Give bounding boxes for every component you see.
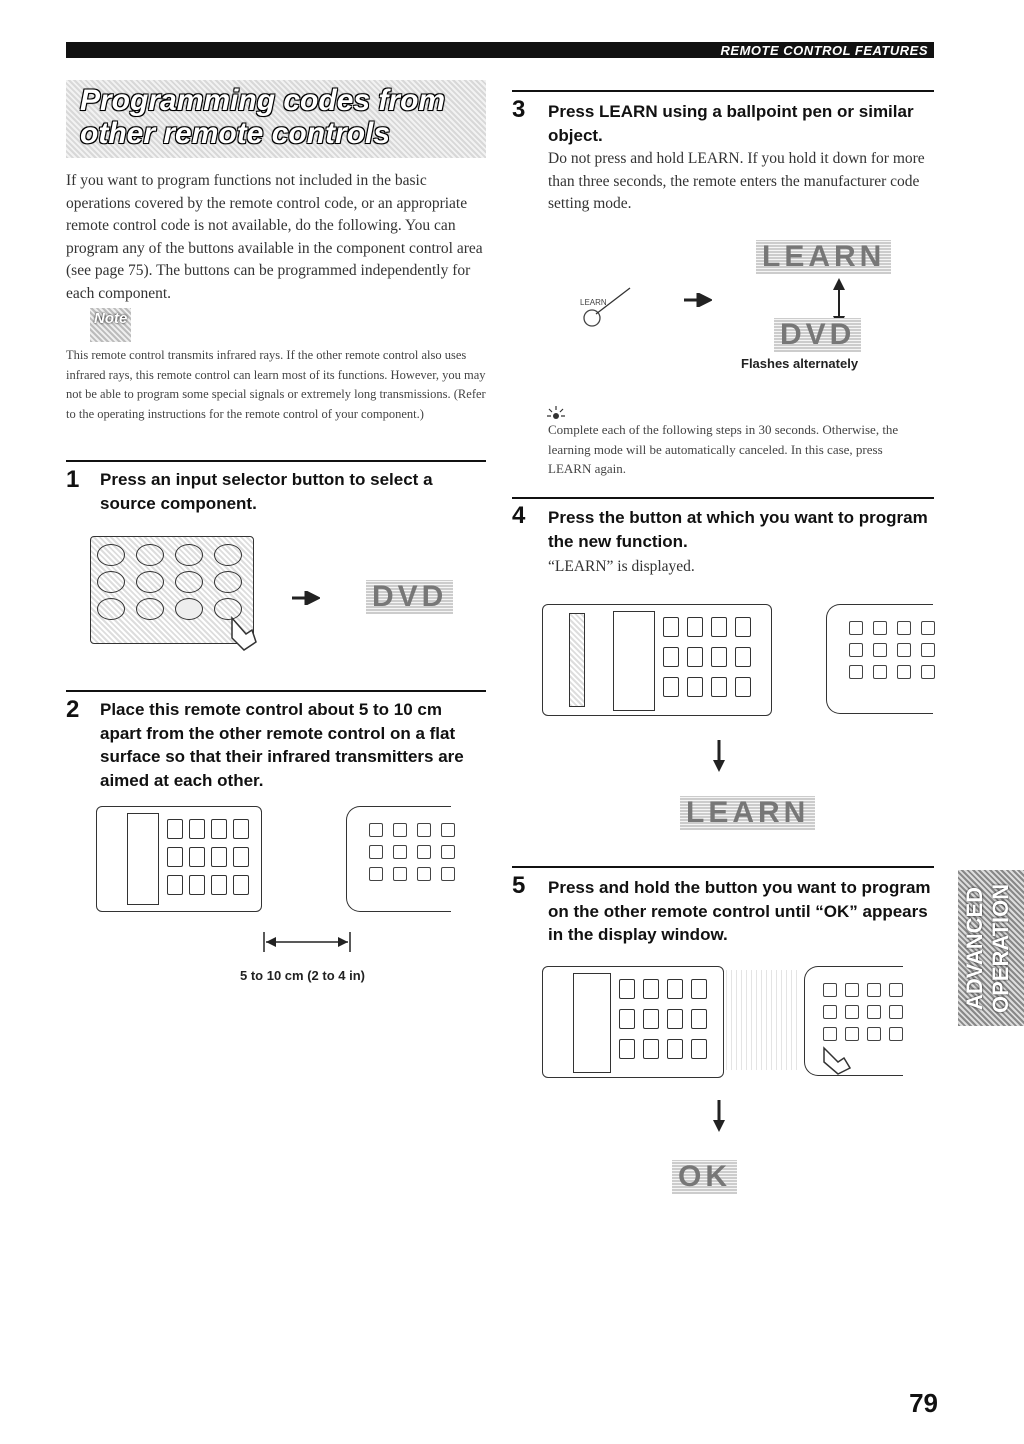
other-remote-button xyxy=(823,1005,837,1019)
step-rule xyxy=(512,497,934,499)
component-button[interactable] xyxy=(619,1039,635,1059)
other-remote-button xyxy=(823,983,837,997)
other-remote-button xyxy=(921,643,935,657)
component-button[interactable] xyxy=(643,1009,659,1029)
step-body: “LEARN” is displayed. xyxy=(548,558,695,575)
other-remote-control xyxy=(346,806,451,912)
step-rule xyxy=(512,866,934,868)
component-button[interactable] xyxy=(735,617,751,637)
step-number: 2 xyxy=(66,696,80,723)
component-button[interactable] xyxy=(211,847,227,867)
component-button[interactable] xyxy=(663,647,679,667)
section-label: REMOTE CONTROL FEATURES xyxy=(720,43,928,58)
component-button[interactable] xyxy=(687,647,703,667)
dvd-display: DVD xyxy=(366,580,453,614)
component-button[interactable] xyxy=(687,677,703,697)
hand-pointer-icon xyxy=(226,612,258,654)
step-heading: Press the button at which you want to program the new function. xyxy=(548,508,928,551)
component-button[interactable] xyxy=(619,979,635,999)
learn-label: LEARN xyxy=(580,298,607,307)
other-remote-button xyxy=(441,823,455,837)
ok-display: OK xyxy=(672,1160,737,1194)
arrow-down-icon xyxy=(712,740,726,774)
other-remote-button xyxy=(889,1005,903,1019)
pen-press-icon xyxy=(580,286,634,330)
component-button[interactable] xyxy=(167,819,183,839)
step-rule xyxy=(66,690,486,692)
other-remote-button xyxy=(845,983,859,997)
other-remote-button xyxy=(417,823,431,837)
component-button[interactable] xyxy=(663,617,679,637)
other-remote-button xyxy=(889,983,903,997)
arrow-right-icon xyxy=(684,293,712,307)
step-body: Do not press and hold LEARN. If you hold it down for more than three seconds, the remote enters the manufacturer code setting mode. xyxy=(548,150,925,212)
step-heading: Press and hold the button you want to program on the other remote control until “OK” appears in the display window. xyxy=(548,878,931,944)
other-remote-button xyxy=(823,1027,837,1041)
other-remote-button xyxy=(873,643,887,657)
input-button[interactable] xyxy=(175,571,203,593)
learn-display: LEARN xyxy=(680,796,815,830)
step-heading: Place this remote control about 5 to 10 cm apart from the other remote control on a flat surface so that their infrared transmitters are aimed at each other. xyxy=(100,700,464,790)
component-button[interactable] xyxy=(643,1039,659,1059)
component-button[interactable] xyxy=(189,875,205,895)
dvd-input-button[interactable] xyxy=(175,598,203,620)
step-number: 5 xyxy=(512,872,526,899)
other-remote-button xyxy=(867,983,881,997)
component-button[interactable] xyxy=(233,875,249,895)
other-remote-button xyxy=(889,1027,903,1041)
component-button[interactable] xyxy=(189,819,205,839)
component-button[interactable] xyxy=(167,847,183,867)
component-button[interactable] xyxy=(735,677,751,697)
other-remote-control xyxy=(826,604,933,714)
distance-caption: 5 to 10 cm (2 to 4 in) xyxy=(240,968,365,983)
component-button[interactable] xyxy=(619,1009,635,1029)
step-number: 3 xyxy=(512,96,526,123)
input-button[interactable] xyxy=(175,544,203,566)
step-number: 4 xyxy=(512,502,526,529)
component-button[interactable] xyxy=(643,979,659,999)
input-button[interactable] xyxy=(136,544,164,566)
page-title: Programming codes from other remote controls xyxy=(80,84,446,150)
input-button[interactable] xyxy=(214,544,242,566)
input-button[interactable] xyxy=(97,544,125,566)
component-button[interactable] xyxy=(711,677,727,697)
input-button[interactable] xyxy=(214,571,242,593)
other-remote-button xyxy=(393,823,407,837)
other-remote-button xyxy=(417,845,431,859)
other-remote-button xyxy=(369,823,383,837)
other-remote-button xyxy=(441,845,455,859)
other-remote-button xyxy=(845,1027,859,1041)
other-remote-button xyxy=(845,1005,859,1019)
component-button[interactable] xyxy=(691,1039,707,1059)
component-button[interactable] xyxy=(211,875,227,895)
input-button[interactable] xyxy=(97,571,125,593)
other-remote-button xyxy=(897,643,911,657)
this-remote-control xyxy=(542,966,724,1078)
dvd-display: DVD xyxy=(774,318,861,352)
input-button[interactable] xyxy=(136,598,164,620)
other-remote-button xyxy=(393,867,407,881)
other-remote-button xyxy=(897,621,911,635)
highlighted-button-column[interactable] xyxy=(569,613,585,707)
other-remote-button xyxy=(867,1005,881,1019)
other-remote-button xyxy=(921,665,935,679)
distance-arrow-icon xyxy=(262,930,352,954)
this-remote-control xyxy=(96,806,262,912)
other-remote-button xyxy=(369,867,383,881)
step-heading: Press LEARN using a ballpoint pen or similar object. xyxy=(548,102,914,145)
other-remote-button xyxy=(867,1027,881,1041)
other-remote-button xyxy=(873,665,887,679)
other-remote-button xyxy=(921,621,935,635)
component-button[interactable] xyxy=(687,617,703,637)
component-button[interactable] xyxy=(691,979,707,999)
infrared-beam xyxy=(726,970,800,1070)
other-remote-button xyxy=(393,845,407,859)
component-button[interactable] xyxy=(233,819,249,839)
side-tab-label: ADVANCED OPERATION xyxy=(962,883,1013,1013)
arrow-down-icon xyxy=(712,1100,726,1134)
step-rule xyxy=(512,90,934,92)
component-button[interactable] xyxy=(233,847,249,867)
input-button[interactable] xyxy=(97,598,125,620)
input-button[interactable] xyxy=(136,571,164,593)
page-number: 79 xyxy=(909,1388,938,1418)
component-button[interactable] xyxy=(167,875,183,895)
component-button[interactable] xyxy=(189,847,205,867)
other-remote-button xyxy=(873,621,887,635)
intro-paragraph: If you want to program functions not included in the basic operations covered by the remote control code, or an appropriate remote control code is not available, do the following. You can program any of the buttons available in the component control area (see page 75). The buttons can be programmed independently for each component. xyxy=(66,172,483,302)
this-remote-control xyxy=(542,604,772,716)
other-remote-button xyxy=(417,867,431,881)
component-button[interactable] xyxy=(735,647,751,667)
component-button[interactable] xyxy=(711,647,727,667)
component-button[interactable] xyxy=(211,819,227,839)
tip-text: Complete each of the following steps in 30 seconds. Otherwise, the learning mode will be automatically canceled. In this case, press LEARN again. xyxy=(548,422,899,476)
step-rule xyxy=(66,460,486,462)
note-text: This remote control transmits infrared rays. If the other remote control also uses infrared rays, this remote control can learn most of its functions. However, you may not be able to program some special signals or extremely long transmissions. (Refer to the operating instructions for the remote control of your component.) xyxy=(66,348,486,421)
component-button[interactable] xyxy=(667,1009,683,1029)
other-remote-button xyxy=(441,867,455,881)
component-button[interactable] xyxy=(691,1009,707,1029)
other-remote-button xyxy=(897,665,911,679)
component-button[interactable] xyxy=(663,677,679,697)
flash-caption: Flashes alternately xyxy=(741,356,859,371)
arrow-right-icon xyxy=(292,591,320,605)
component-button[interactable] xyxy=(667,979,683,999)
other-remote-button xyxy=(849,643,863,657)
note-label: Note xyxy=(90,308,131,342)
other-remote-button xyxy=(369,845,383,859)
component-button[interactable] xyxy=(667,1039,683,1059)
other-remote-button xyxy=(849,621,863,635)
learn-display: LEARN xyxy=(756,240,891,274)
component-button[interactable] xyxy=(711,617,727,637)
step-heading: Press an input selector button to select a source component. xyxy=(100,470,433,513)
hand-pointer-icon xyxy=(820,1040,856,1076)
other-remote-button xyxy=(849,665,863,679)
step-number: 1 xyxy=(66,466,80,493)
